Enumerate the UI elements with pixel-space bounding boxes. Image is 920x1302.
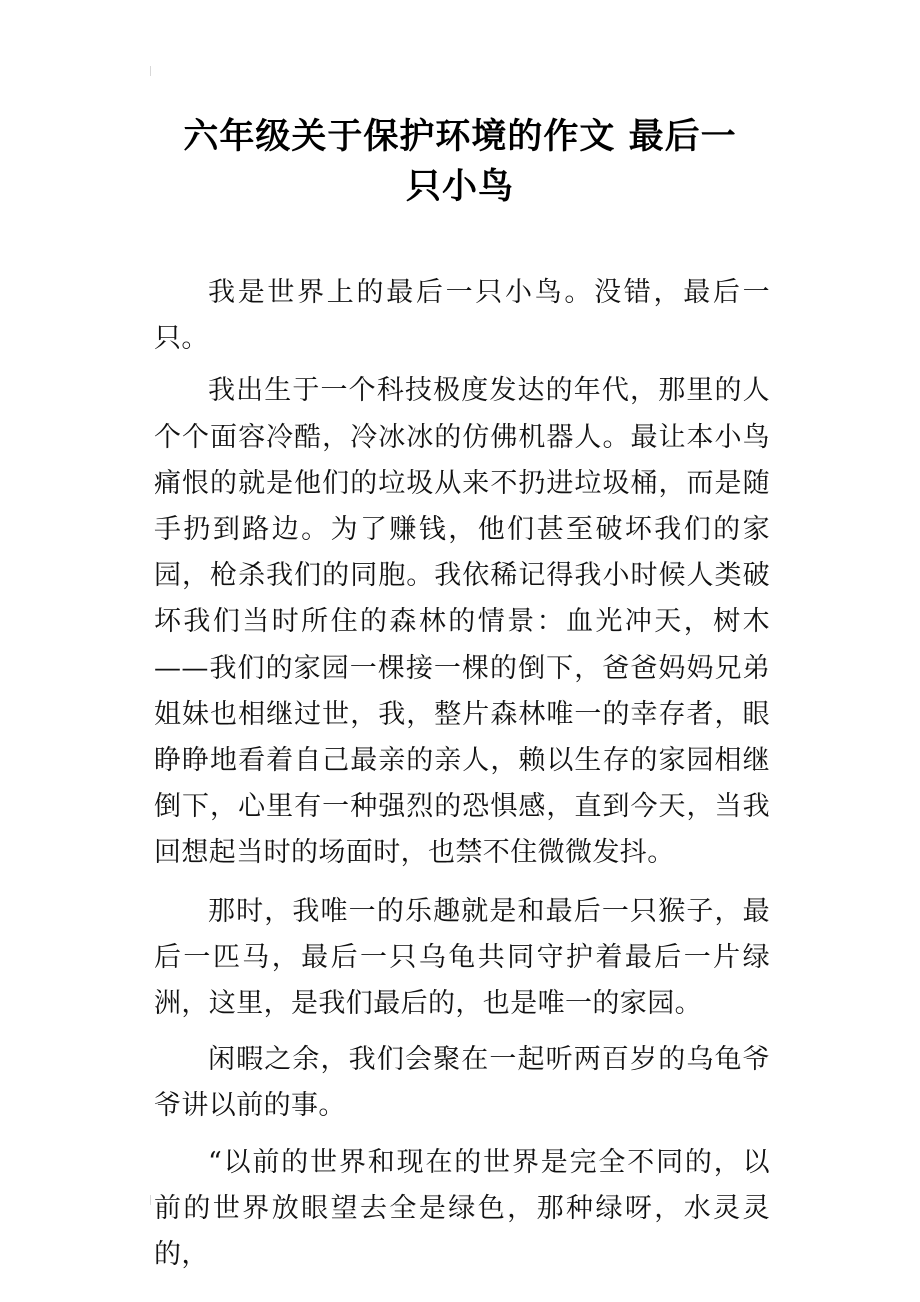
article-body	[154, 270, 770, 1290]
page-corner-mark	[150, 1195, 157, 1205]
paragraph-5: “以前的世界和现在的世界是完全不同的，以前的世界放眼望去全是绿色，那种绿呀，水灵灵的，	[154, 1146, 770, 1271]
page-title	[150, 112, 770, 212]
paragraph-1: 我是世界上的最后一只小鸟。没错，最后一只。	[154, 277, 770, 355]
paragraph-3: 那时，我唯一的乐趣就是和最后一只猴子，最后一匹马，最后一只乌龟共同守护着最后一片绿洲，这里，是我们最后的，也是唯一的家园。	[154, 895, 770, 1020]
page-corner-mark	[150, 66, 157, 76]
paragraph-4: 闲暇之余，我们会聚在一起听两百岁的乌龟爷爷讲以前的事。	[154, 1044, 770, 1122]
title-line-1: 六年级关于保护环境的作文 最后一	[183, 117, 737, 157]
title-line-2: 只小鸟	[405, 167, 514, 207]
paragraph-2: 我出生于一个科技极度发达的年代，那里的人个个面容冷酷，冷冰冰的仿佛机器人。最让本小鸟痛恨的就是他们的垃圾从来不扔进垃圾桶，而是随手扔到路边。为了赚钱，他们甚至破坏我们的家园，枪杀我们的同胞。我依稀记得我小时候人类破坏我们当时所住的森林的情景：血光冲天，树木——我们的家园一棵接一棵的倒下，爸爸妈妈兄弟姐妹也相继过世，我，整片森林唯一的幸存者，眼睁睁地看着自己最亲的亲人，赖以生存的家园相继倒下，心里有一种强烈的恐惧感，直到今天，当我回想起当时的场面时，也禁不住微微发抖。	[154, 375, 770, 869]
